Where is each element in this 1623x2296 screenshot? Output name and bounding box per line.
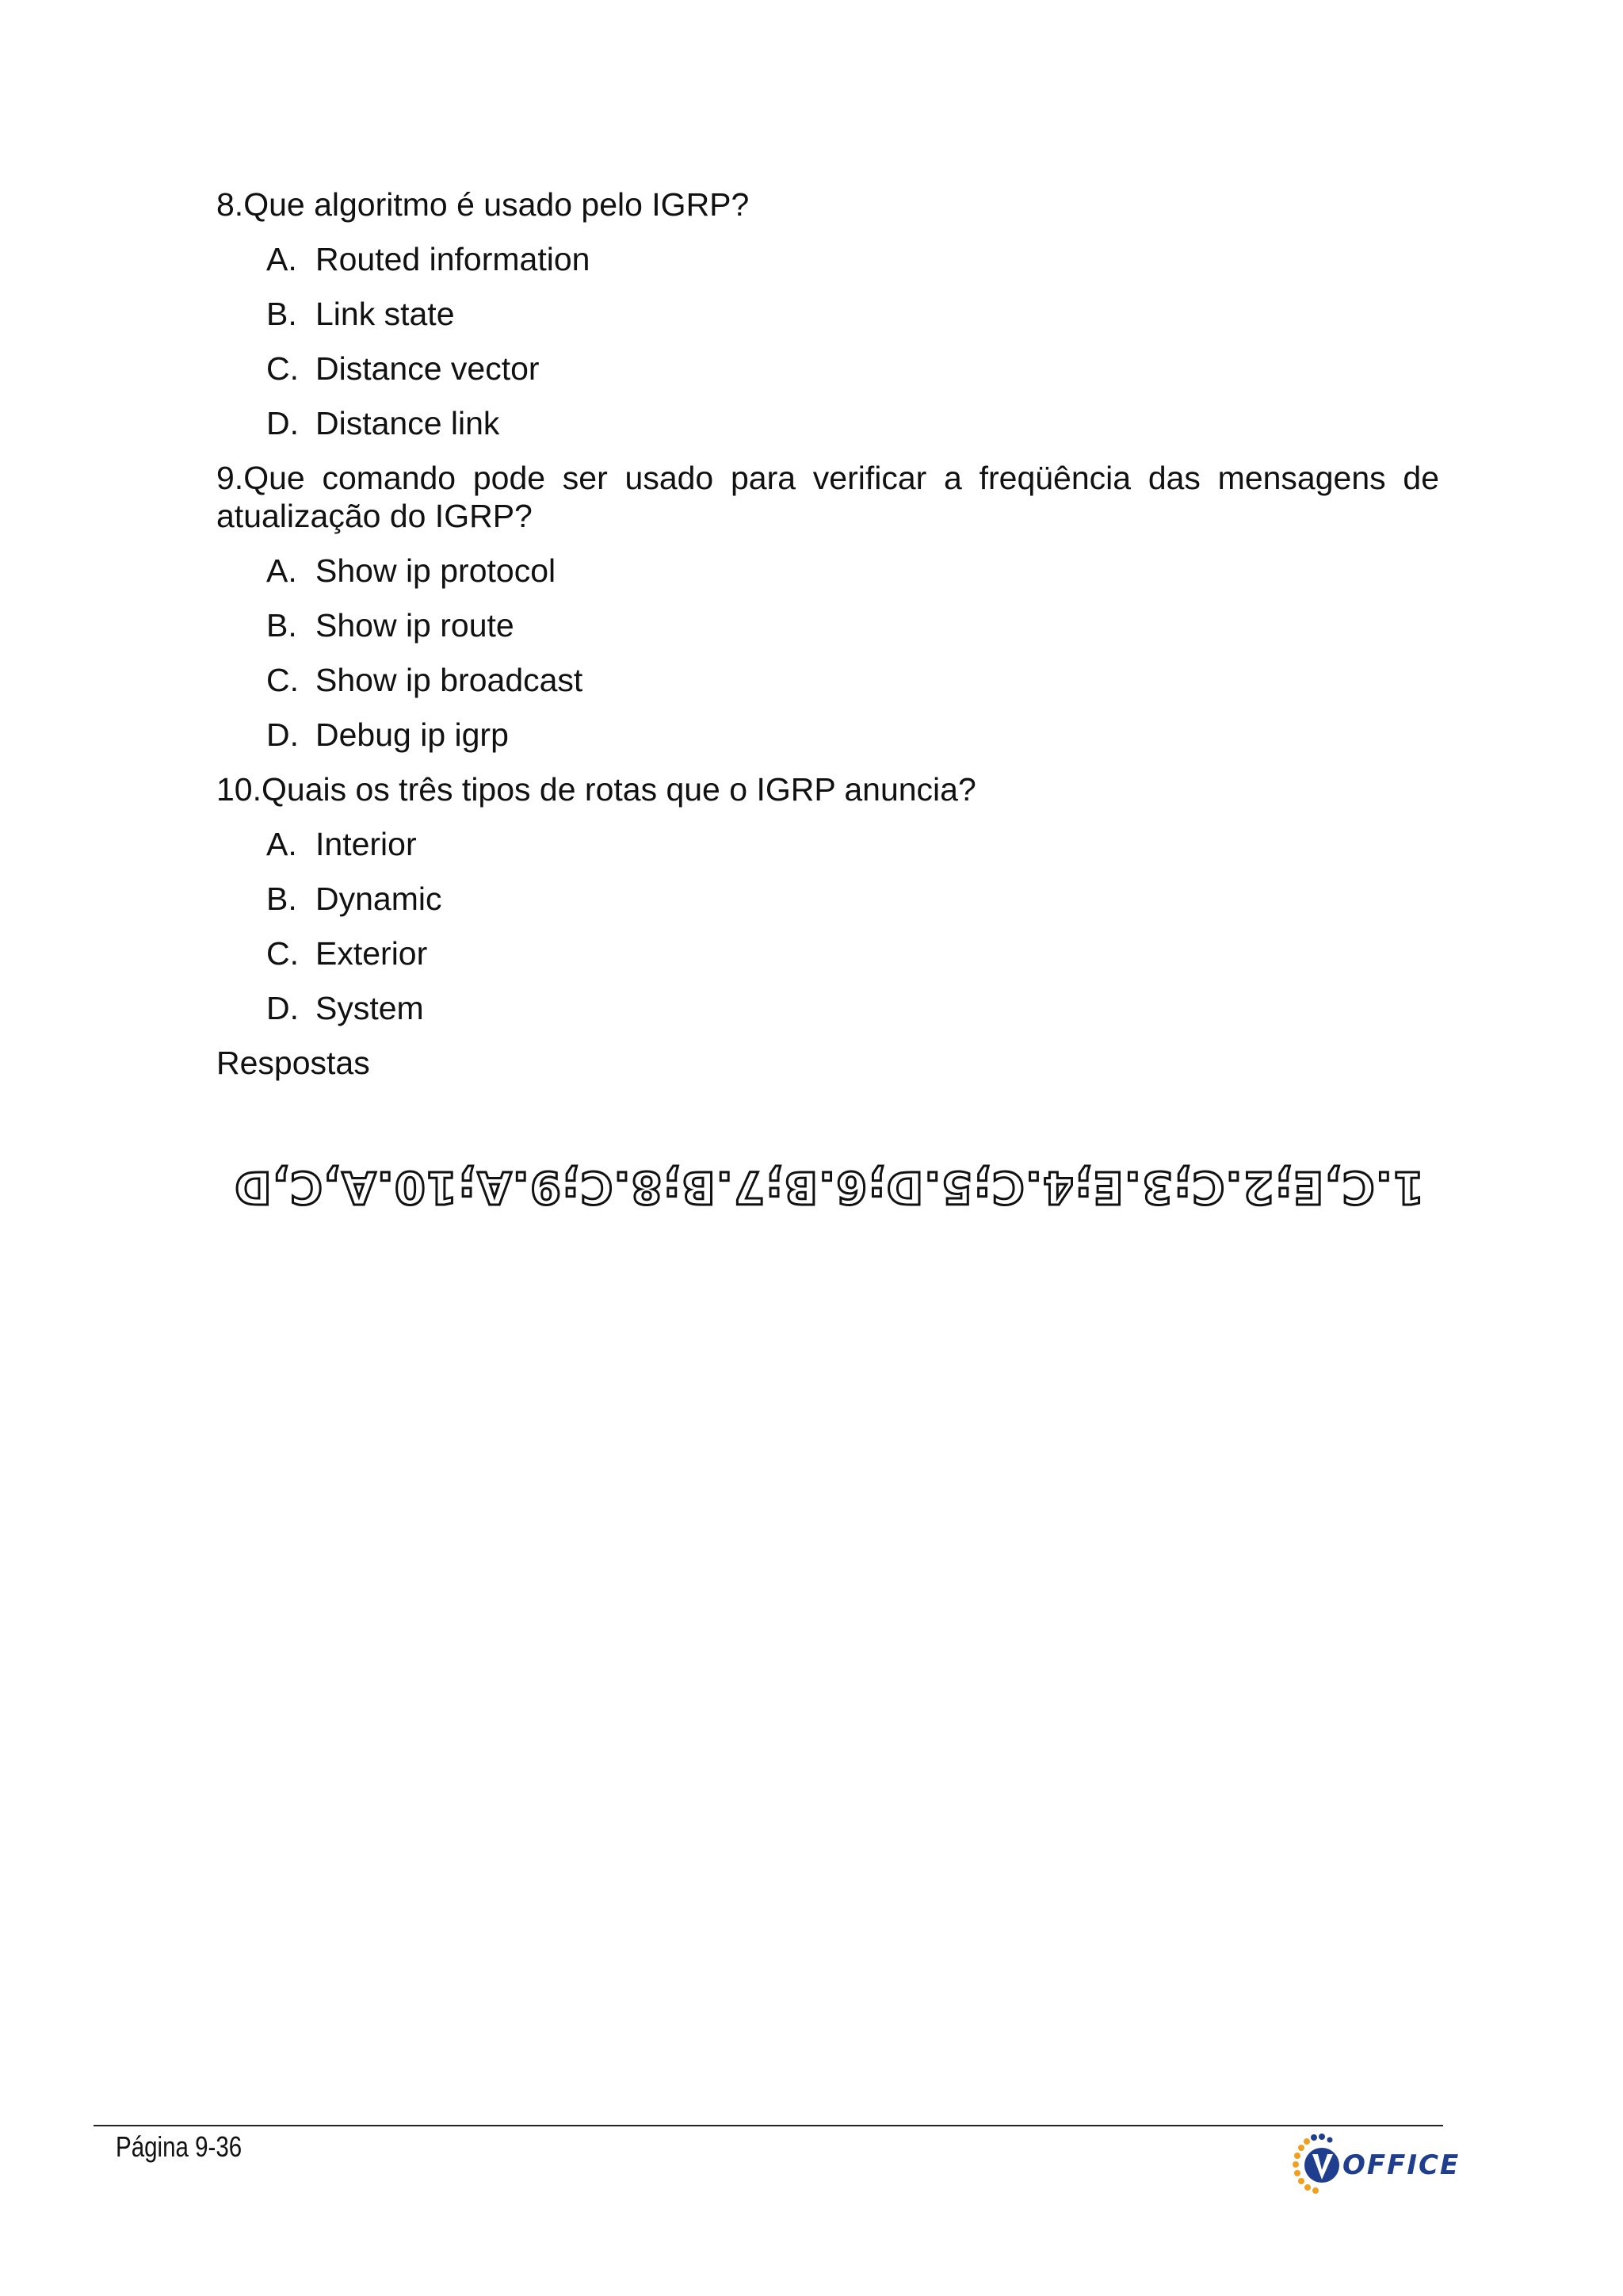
option-item xyxy=(266,880,1439,918)
footer-divider xyxy=(94,2125,1443,2126)
option-item xyxy=(266,661,1439,699)
question-8: 8.Que algoritmo é usado pelo IGRP? xyxy=(216,186,750,223)
logo-mark-icon xyxy=(1284,2126,1347,2205)
option-text: System xyxy=(315,990,424,1026)
option-item xyxy=(266,989,1439,1027)
option-text: Show ip route xyxy=(315,607,514,644)
option-item xyxy=(266,716,1439,754)
question-10-options xyxy=(216,825,1439,1027)
option-letter: D. xyxy=(266,405,299,441)
page-number: Página 9-36 xyxy=(116,2130,242,2163)
option-letter: D. xyxy=(266,716,299,753)
respostas-heading: Respostas xyxy=(216,1045,370,1081)
option-letter: B. xyxy=(266,881,297,917)
option-item xyxy=(266,825,1439,863)
option-text: Show ip protocol xyxy=(315,552,556,589)
logo-wordmark: OFFICE xyxy=(1342,2149,1461,2181)
option-item xyxy=(266,404,1439,442)
option-letter: D. xyxy=(266,990,299,1026)
option-letter: C. xyxy=(266,662,299,698)
option-text: Dynamic xyxy=(315,881,442,917)
option-letter: A. xyxy=(266,826,297,862)
option-item xyxy=(266,295,1439,333)
question-10: 10.Quais os três tipos de rotas que o IGRP anuncia? xyxy=(216,771,976,808)
option-item xyxy=(266,934,1439,972)
company-logo xyxy=(1284,2126,1461,2205)
option-item xyxy=(266,606,1439,644)
option-letter: B. xyxy=(266,607,297,644)
option-letter: C. xyxy=(266,935,299,972)
option-text: Show ip broadcast xyxy=(315,662,583,698)
option-letter: C. xyxy=(266,350,299,387)
option-letter: B. xyxy=(266,296,297,332)
option-text: Distance link xyxy=(315,405,500,441)
page-content xyxy=(216,185,1439,1082)
option-text: Exterior xyxy=(315,935,428,972)
option-text: Routed information xyxy=(315,241,590,277)
option-text: Debug ip igrp xyxy=(315,716,509,753)
answer-key: 1.C,E;2.C;3.E;4.C;5.D;6.B;7.B;8.C;9.A;10.A,C,D xyxy=(234,1161,1424,1213)
option-text: Link state xyxy=(315,296,455,332)
question-9: 9.Que comando pode ser usado para verificar a freqüência das mensagens de atualização do IGRP? xyxy=(216,460,1439,534)
option-item xyxy=(266,240,1439,278)
option-item xyxy=(266,350,1439,388)
option-item xyxy=(266,552,1439,590)
option-text: Interior xyxy=(315,826,417,862)
question-8-options xyxy=(216,240,1439,442)
question-9-options xyxy=(216,552,1439,754)
option-text: Distance vector xyxy=(315,350,540,387)
option-letter: A. xyxy=(266,241,297,277)
option-letter: A. xyxy=(266,552,297,589)
